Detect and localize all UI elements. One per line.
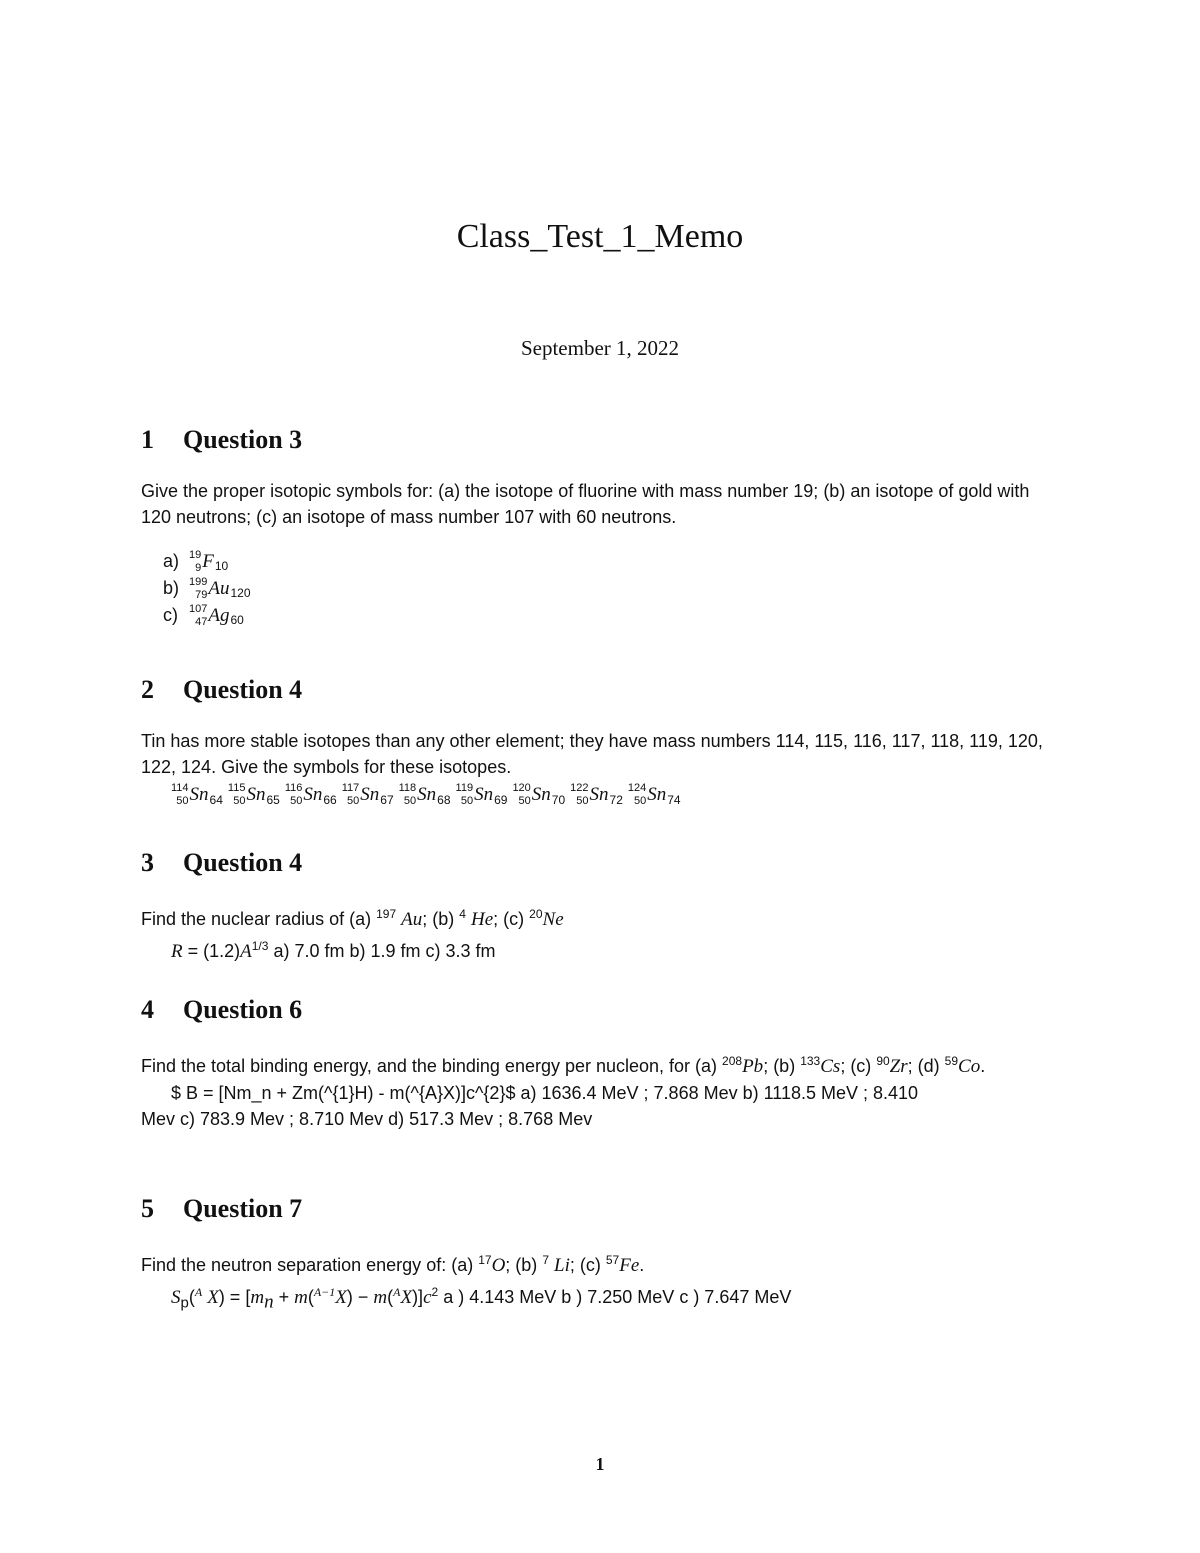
question-text-part: ; (b): [763, 1056, 801, 1076]
formula-part: +: [273, 1287, 295, 1307]
formula-superscript: A: [194, 1285, 203, 1299]
element-symbol: Sn: [474, 784, 494, 805]
formula-symbol: X: [207, 1287, 219, 1308]
formula-symbol: X: [400, 1287, 413, 1308]
mass-number: 120: [512, 782, 531, 794]
formula-subscript: p: [180, 1294, 189, 1312]
question-text-part: .: [980, 1056, 986, 1076]
isotope-symbol: [285, 783, 337, 807]
formula-symbol: X: [335, 1287, 347, 1308]
element-symbol: He: [471, 909, 494, 930]
question-prefix: Find the neutron separation energy of: (a): [141, 1255, 479, 1275]
question-text: Tin has more stable isotopes than any other element; they have mass numbers 114, 115, 116, 117, 118, 119, 120, 122, 124. Give the symbols for these isotopes.: [141, 731, 1043, 777]
section-title: Question 6: [183, 995, 303, 1024]
section-3: [141, 845, 1061, 965]
mass-number: 122: [570, 782, 589, 794]
element-symbol: Fe: [619, 1255, 640, 1276]
section-heading: [141, 845, 1061, 881]
element-symbol: F: [202, 551, 214, 572]
atomic-number: 50: [518, 795, 531, 807]
formula-part: (: [188, 1287, 195, 1307]
mass-number: 116: [284, 782, 303, 794]
mass-number: 107: [189, 602, 208, 615]
question-text: [141, 1048, 1061, 1080]
formula-part: (: [387, 1287, 394, 1307]
mass-number: 19: [189, 548, 202, 561]
section-number: 3: [141, 848, 154, 877]
element-symbol: Cs: [820, 1056, 841, 1077]
element-symbol: O: [491, 1255, 506, 1276]
formula-exponent: 2: [431, 1285, 439, 1299]
mass-number: 114: [171, 782, 189, 794]
list-item: [163, 548, 1061, 575]
isotope-symbol: [399, 783, 451, 807]
answer-label: b): [163, 578, 180, 598]
formula-part: (: [307, 1287, 314, 1307]
formula-superscript: A: [393, 1285, 401, 1299]
formula-part: )]: [412, 1287, 424, 1307]
atomic-number: 50: [633, 795, 647, 807]
section-1: [141, 422, 1061, 629]
mass-number: 57: [605, 1253, 620, 1267]
element-symbol: Au: [208, 578, 230, 599]
answer-label: c): [163, 605, 178, 625]
neutron-number: 72: [609, 793, 623, 807]
atomic-number: 50: [290, 795, 303, 807]
mass-number: 4: [459, 907, 466, 921]
section-title: Question 4: [183, 675, 303, 704]
mass-number: 17: [478, 1253, 492, 1267]
section-heading: [141, 1191, 1061, 1227]
element-symbol: Pb: [742, 1056, 764, 1077]
document-title: Class_Test_1_Memo: [456, 218, 744, 255]
question-text-part: ; (c): [493, 909, 530, 929]
formula-part: = (1.2): [182, 941, 241, 961]
question-text: Give the proper isotopic symbols for: (a) the isotope of fluorine with mass number 19; (b) an isotope of gold with 120 neutrons; (c) an isotope of mass number 107 with 60 neutrons.: [141, 481, 1030, 527]
neutron-number: 70: [551, 793, 566, 807]
section-title: Question 3: [183, 425, 303, 454]
mass-number: 119: [455, 782, 474, 794]
mass-number: 117: [341, 782, 360, 794]
element-symbol: Ag: [208, 605, 230, 626]
formula-symbol: c: [423, 1287, 432, 1308]
element-symbol: Sn: [647, 784, 667, 805]
isotope-symbol: [456, 783, 508, 807]
question-text-part: ; (c): [569, 1255, 606, 1275]
answer-text: [141, 1279, 1061, 1317]
neutron-number: 64: [209, 793, 223, 807]
isotope-symbol: [228, 783, 280, 807]
section-number: 2: [141, 675, 154, 704]
answer-line: Mev c) 783.9 Mev ; 8.710 Mev d) 517.3 Mev ; 8.768 Mev: [141, 1109, 593, 1129]
answer-text: [141, 933, 1061, 965]
mass-number: 133: [800, 1054, 821, 1068]
element-symbol: Zr: [889, 1056, 908, 1077]
atomic-number: 50: [576, 795, 589, 807]
neutron-number: 10: [214, 559, 229, 573]
question-text: [141, 1247, 1061, 1279]
atomic-number: 50: [176, 795, 189, 807]
element-symbol: Li: [554, 1255, 570, 1276]
neutron-number: 67: [380, 793, 394, 807]
question-prefix: Find the nuclear radius of (a): [141, 909, 377, 929]
element-symbol: Sn: [531, 784, 551, 805]
mass-number: 90: [876, 1054, 890, 1068]
formula-symbol: A: [240, 941, 252, 962]
atomic-number: 50: [233, 795, 246, 807]
section-5: [141, 1191, 1061, 1317]
neutron-number: 65: [266, 793, 280, 807]
neutron-number: 68: [437, 793, 451, 807]
section-heading: [141, 422, 1061, 458]
formula-symbol: m: [250, 1287, 265, 1308]
element-symbol: Au: [401, 909, 423, 930]
mass-number: 7: [542, 1253, 549, 1267]
element-symbol: Sn: [189, 784, 209, 805]
atomic-number: 50: [460, 795, 474, 807]
isotope-symbol: [570, 783, 623, 807]
question-text-part: ; (d): [907, 1056, 945, 1076]
neutron-number: 120: [230, 586, 251, 600]
mass-number: 115: [227, 782, 246, 794]
formula-exponent: 1/3: [251, 939, 269, 953]
element-symbol: Sn: [417, 784, 437, 805]
isotope-symbol: [512, 783, 565, 807]
page-number: 1: [595, 1454, 605, 1474]
answer-label: a): [163, 551, 180, 571]
mass-number: 20: [529, 907, 543, 921]
section-number: 1: [141, 425, 154, 454]
element-symbol: Ne: [542, 909, 564, 930]
element-symbol: Sn: [246, 784, 266, 805]
answer-line: $ B = [Nm_n + Zm(^{1}H) - m(^{A}X)]c^{2}$ a) 1636.4 MeV ; 7.868 Mev b) 1118.5 MeV ; 8.410: [171, 1083, 919, 1103]
isotope-symbol: [189, 602, 244, 629]
element-symbol: Sn: [360, 784, 380, 805]
section-number: 5: [141, 1194, 154, 1223]
section-title: Question 7: [183, 1194, 303, 1223]
question-prefix: Find the total binding energy, and the binding energy per nucleon, for (a): [141, 1056, 723, 1076]
neutron-number: 60: [230, 613, 244, 627]
question-text-part: ; (c): [840, 1056, 877, 1076]
formula-superscript: A−1: [313, 1285, 336, 1299]
neutron-number: 74: [667, 793, 681, 807]
section-number: 4: [141, 995, 154, 1024]
question-text-part: .: [639, 1255, 645, 1275]
isotope-symbol: [342, 783, 394, 807]
atomic-number: 47: [195, 615, 208, 628]
question-text-part: ; (b): [505, 1255, 543, 1275]
answer-text: [141, 1080, 1061, 1132]
mass-number: 124: [627, 782, 647, 794]
mass-number: 197: [376, 907, 397, 921]
answer-values: a ) 4.143 MeV b ) 7.250 MeV c ) 7.647 MeV: [438, 1287, 792, 1307]
atomic-number: 50: [347, 795, 360, 807]
section-4: [141, 992, 1061, 1132]
list-item: [163, 602, 1061, 629]
formula-part: ) −: [346, 1287, 374, 1307]
element-symbol: Sn: [303, 784, 323, 805]
atomic-number: 50: [403, 795, 417, 807]
formula-symbol: S: [171, 1287, 181, 1308]
element-symbol: Co: [958, 1056, 981, 1077]
formula-subscript: n: [264, 1291, 274, 1313]
formula-symbol: R: [171, 941, 183, 962]
mass-number: 59: [944, 1054, 959, 1068]
question-text-part: ; (b): [422, 909, 460, 929]
tin-isotope-list: [141, 780, 1061, 810]
neutron-number: 69: [494, 793, 508, 807]
section-heading: [141, 672, 1061, 708]
document-date: September 1, 2022: [520, 336, 680, 360]
element-symbol: Sn: [589, 784, 609, 805]
section-title: Question 4: [183, 848, 303, 877]
question-text: [141, 901, 1061, 933]
formula-symbol: m: [294, 1287, 308, 1308]
mass-number: 118: [398, 782, 417, 794]
isotope-symbol: [171, 783, 223, 807]
atomic-number: 79: [195, 588, 208, 601]
atomic-number: 9: [195, 561, 202, 574]
mass-number: 199: [189, 575, 208, 588]
answer-list: [141, 548, 1061, 629]
neutron-number: 66: [323, 793, 337, 807]
isotope-symbol: [189, 548, 228, 575]
formula-part: ) = [: [218, 1287, 251, 1307]
answer-values: a) 7.0 fm b) 1.9 fm c) 3.3 fm: [268, 941, 496, 961]
mass-number: 208: [722, 1054, 743, 1068]
section-2: [141, 672, 1061, 810]
section-heading: [141, 992, 1061, 1028]
isotope-symbol: [628, 783, 681, 807]
formula-symbol: m: [373, 1287, 388, 1308]
list-item: [163, 575, 1061, 602]
